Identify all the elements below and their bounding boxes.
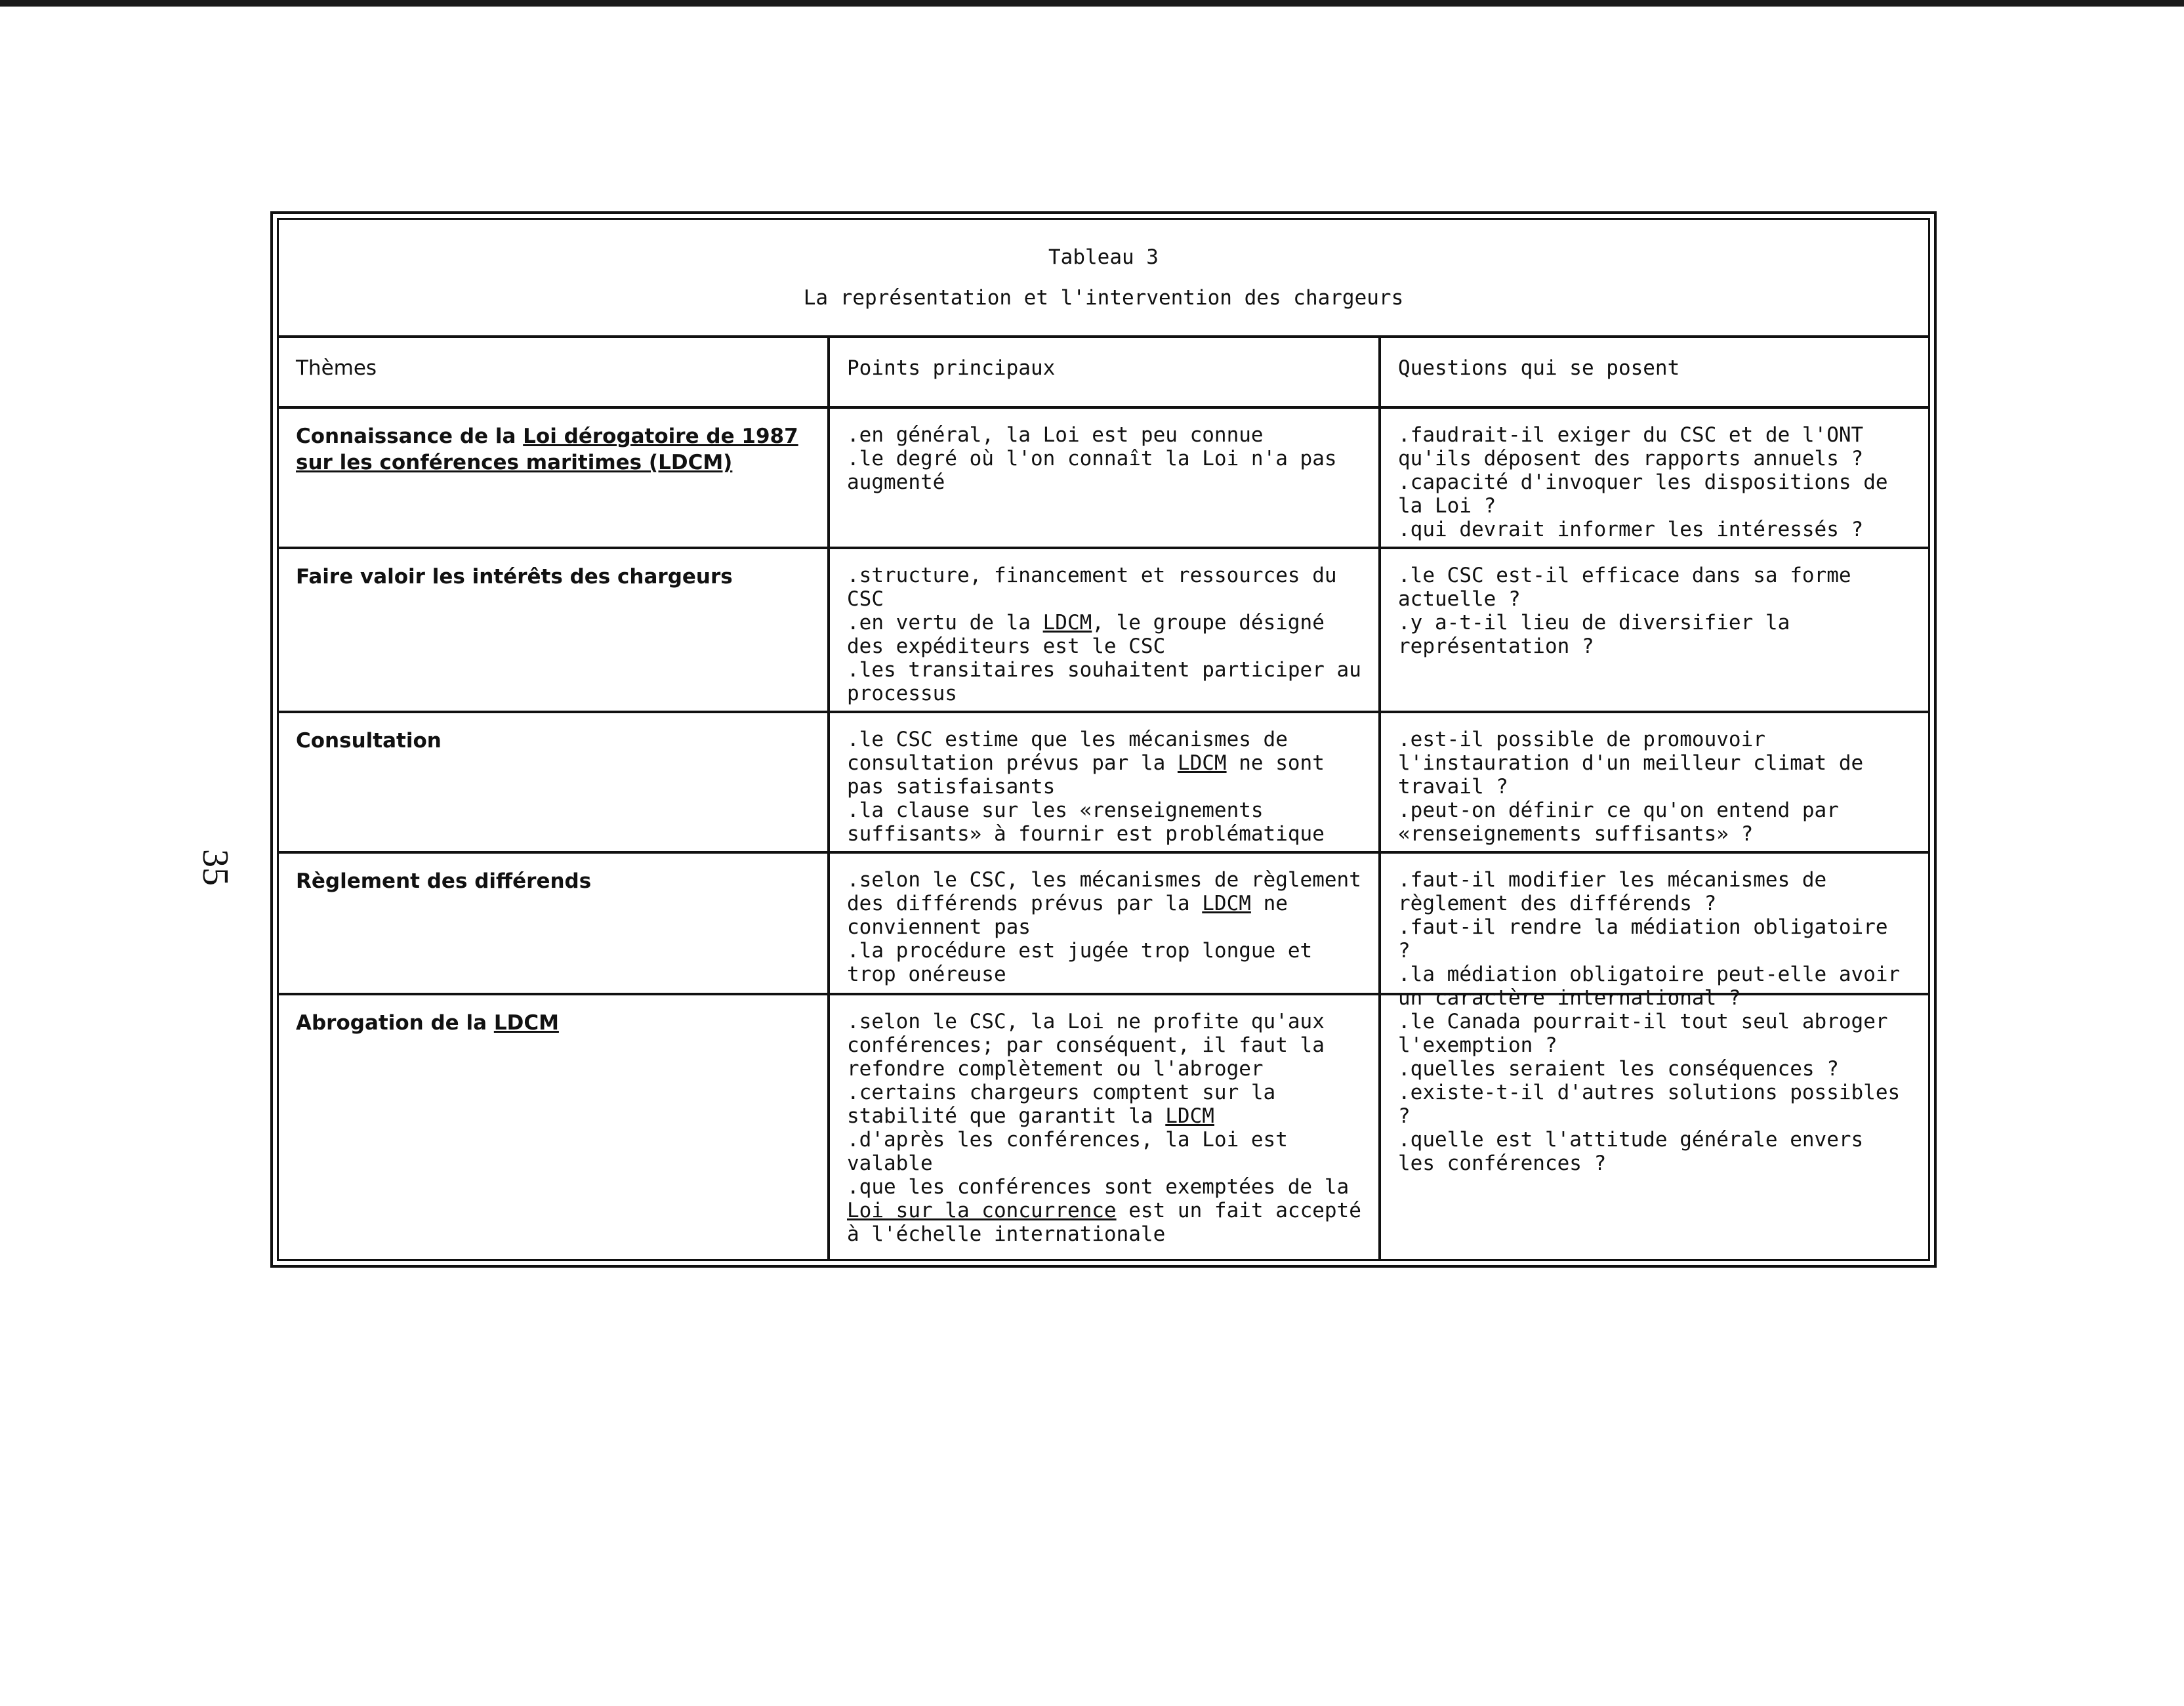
questions-cell <box>1381 409 1928 547</box>
theme-underlined-text: Loi dérogatoire de 1987 sur les conférences maritimes (LDCM) <box>296 425 798 474</box>
point-text: .que les conférences sont exemptées de la <box>847 1175 1350 1199</box>
theme-cell <box>279 713 830 851</box>
point-text: ne conviennent pas <box>847 892 1288 939</box>
question-item: .faut-il modifier les mécanismes de règlement des différends ? <box>1398 868 1827 915</box>
table-row <box>279 854 1928 1010</box>
point-text: .certains chargeurs comptent sur la stabilité que garantit la <box>847 1081 1276 1128</box>
theme-text: Règlement des différends <box>296 869 592 893</box>
points-cell <box>830 995 1381 1259</box>
point-item <box>847 611 1361 658</box>
table-row <box>279 995 1928 1259</box>
point-item: .les transitaires souhaitent participer au processus <box>847 658 1361 705</box>
question-item: .faudrait-il exiger du CSC et de l'ONT qu'ils déposent des rapports annuels ? <box>1398 423 1864 470</box>
table-header-row <box>279 338 1928 409</box>
point-text: est un fait accepté à l'échelle internationale <box>847 1199 1361 1246</box>
table-row <box>279 713 1928 854</box>
header-themes: Thèmes <box>279 338 830 406</box>
theme-text: Consultation <box>296 729 442 753</box>
point-item: .selon le CSC, la Loi ne profite qu'aux conférences; par conséquent, il faut la refondre complètement ou l'abroger <box>847 1010 1325 1081</box>
question-item: .qui devrait informer les intéressés ? <box>1398 518 1864 541</box>
page-number: 35 <box>195 849 236 886</box>
theme-text: Abrogation de la <box>296 1011 494 1035</box>
questions-cell <box>1381 713 1928 851</box>
points-cell <box>830 409 1381 547</box>
questions-cell <box>1381 854 1928 1015</box>
ldcm-abbrev: LDCM <box>493 1011 559 1035</box>
question-item: .existe-t-il d'autres solutions possibles ? <box>1398 1081 1901 1128</box>
point-text: .le CSC estime que les mécanismes de consultation prévus par la <box>847 728 1288 775</box>
ldcm-abbrev: LDCM <box>1042 611 1092 635</box>
table-frame <box>270 211 1937 1268</box>
theme-text: Faire valoir les intérêts des chargeurs <box>296 565 733 589</box>
table <box>277 218 1930 1261</box>
table-row <box>279 409 1928 549</box>
scan-border <box>0 0 2184 7</box>
theme-cell <box>279 854 830 1015</box>
theme-cell <box>279 409 830 547</box>
question-item: .y a-t-il lieu de diversifier la représentation ? <box>1398 611 1790 658</box>
point-item <box>847 868 1361 939</box>
ldcm-abbrev: LDCM <box>1165 1104 1214 1128</box>
point-item: .structure, financement et ressources du CSC <box>847 564 1337 611</box>
table-subtitle: La représentation et l'intervention des chargeurs <box>803 286 1404 310</box>
question-item: .le CSC est-il efficace dans sa forme actuelle ? <box>1398 564 1851 611</box>
point-item <box>847 1081 1361 1128</box>
question-item: .quelles seraient les conséquences ? <box>1398 1057 1839 1081</box>
question-item: .peut-on définir ce qu'on entend par «renseignements suffisants» ? <box>1398 799 1839 846</box>
point-item: .en général, la Loi est peu connue <box>847 423 1264 447</box>
table-title: Tableau 3 <box>1048 245 1159 269</box>
ldcm-abbrev: LDCM <box>1202 892 1251 915</box>
points-cell <box>830 854 1381 1015</box>
questions-cell <box>1381 995 1928 1259</box>
header-points: Points principaux <box>830 338 1381 406</box>
points-cell <box>830 713 1381 851</box>
question-item: .quelle est l'attitude générale envers les conférences ? <box>1398 1128 1864 1175</box>
point-text: ne sont pas satisfaisants <box>847 751 1325 799</box>
question-item: .la médiation obligatoire peut-elle avoir un caractère international ? <box>1398 963 1901 1010</box>
point-text: .en vertu de la <box>847 611 1043 635</box>
point-item: .d'après les conférences, la Loi est valable <box>847 1128 1288 1175</box>
ldcm-abbrev: LDCM <box>1177 751 1227 775</box>
question-item: .faut-il rendre la médiation obligatoire ? <box>1398 915 1888 963</box>
question-item: .capacité d'invoquer les dispositions de la Loi ? <box>1398 470 1888 518</box>
header-questions: Questions qui se posent <box>1398 356 1680 380</box>
table-row <box>279 549 1928 713</box>
theme-cell <box>279 549 830 711</box>
point-item <box>847 1175 1361 1246</box>
point-item: .la procédure est jugée trop longue et trop onéreuse <box>847 939 1313 986</box>
point-item: .la clause sur les «renseignements suffisants» à fournir est problématique <box>847 799 1325 846</box>
question-item: .le Canada pourrait-il tout seul abroger l'exemption ? <box>1398 1010 1888 1057</box>
point-text: , le groupe désigné des expéditeurs est le CSC <box>847 611 1325 658</box>
questions-cell <box>1381 549 1928 711</box>
points-cell <box>830 549 1381 711</box>
law-reference: Loi sur la concurrence <box>847 1199 1117 1222</box>
point-item <box>847 728 1361 799</box>
point-item: .le degré où l'on connaît la Loi n'a pas augmenté <box>847 447 1337 494</box>
table-caption <box>279 220 1928 338</box>
theme-text: Connaissance de la <box>296 425 524 448</box>
theme-cell <box>279 995 830 1259</box>
question-item: .est-il possible de promouvoir l'instauration d'un meilleur climat de travail ? <box>1398 728 1864 799</box>
point-text: .selon le CSC, les mécanismes de règlement des différends prévus par la <box>847 868 1361 915</box>
